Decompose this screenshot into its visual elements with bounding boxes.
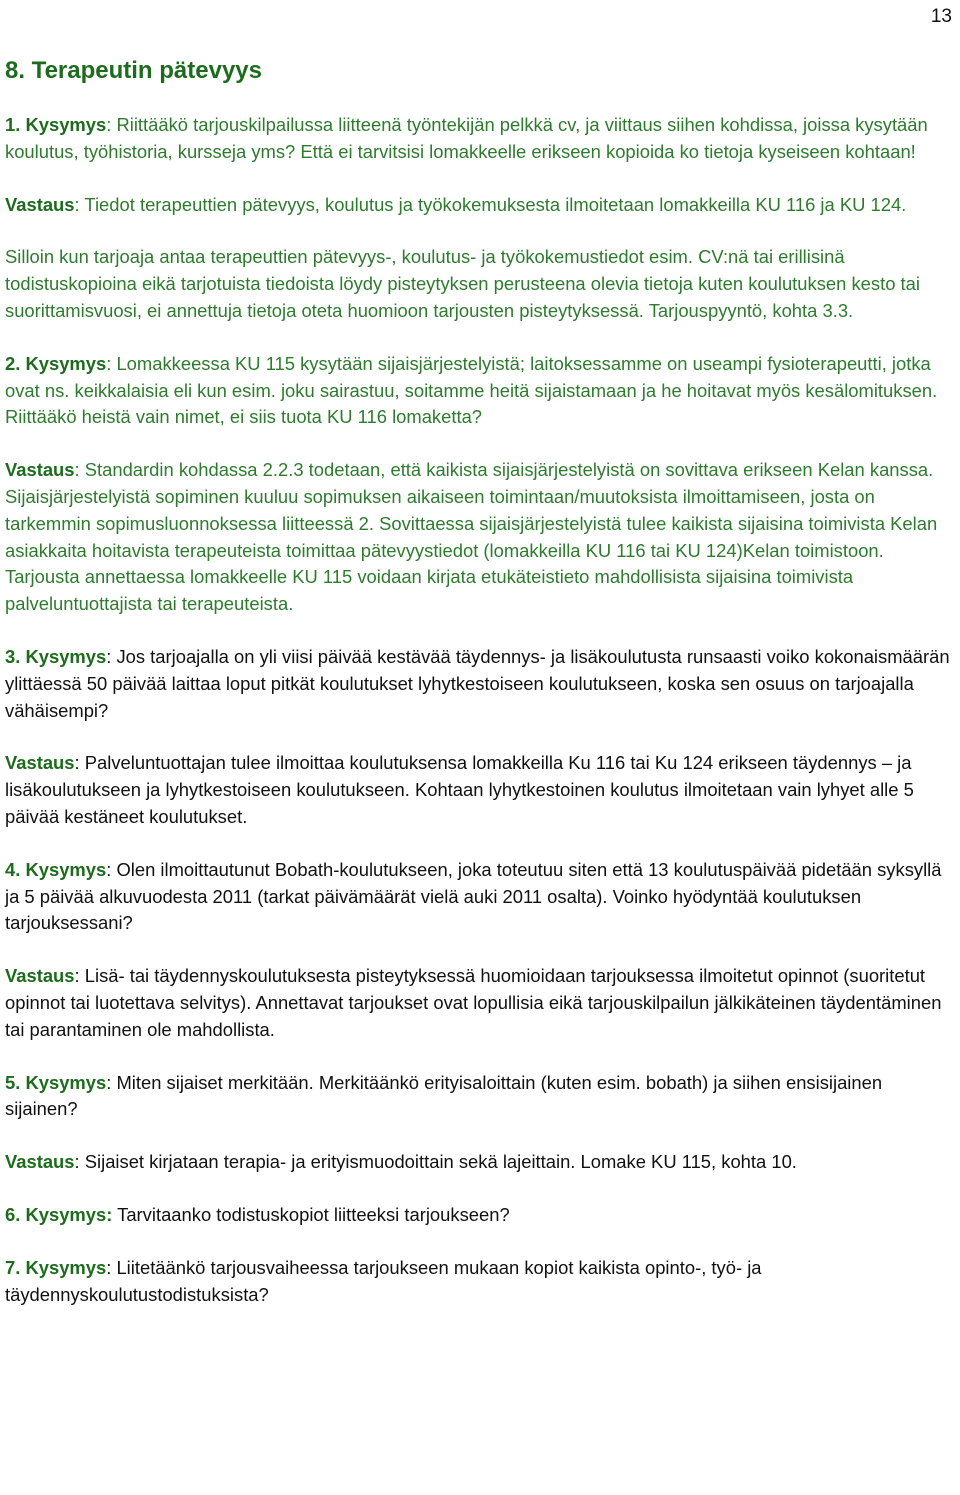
question-text: : Jos tarjoajalla on yli viisi päivää kestävää täydennys- ja lisäkoulutusta runsaasti voiko kokonaismäärän ylittäessä 50 päivää laittaa loput pitkät koulutukset lyhytkestoiseen koulutukseen, koska sen osuus on tarjoajalla vähäisempi? [5,645,950,721]
answer-3 [5,750,957,830]
answer-label: Vastaus [5,193,75,215]
question-6 [5,1202,957,1229]
answer-text: : Lisä- tai täydennyskoulutuksesta pisteytyksessä huomioidaan tarjouksessa ilmoitetut opinnot (suoritetut opinnot tai luotettava selvitys). Annettavat tarjoukset ovat lopullisia eikä tarjouskilpailun jälkikäteinen täydentäminen tai parantaminen ole mahdollista. [5,965,942,1040]
answer-text: : Palveluntuottajan tulee ilmoittaa koulutuksensa lomakkeilla Ku 116 tai Ku 124 erikseen täydennys – ja lisäkoulutukseen ja lyhytkestoiseen koulutukseen. Kohtaan lyhytkestoinen koulutus ilmoitetaan vain lyhyet alle 5 päivää kestäneet koulutukset. [5,752,914,827]
answer-2 [5,457,957,618]
answer-1-continued [5,244,957,324]
question-label: Kysymys: [25,1203,113,1225]
document-body [5,56,957,1334]
page-number: 13 [930,6,952,27]
answer-1 [5,192,957,219]
question-label: Kysymys [25,858,107,880]
answer-4 [5,963,957,1043]
answer-text: : Sijaiset kirjataan terapia- ja erityismuodoittain sekä lajeittain. Lomake KU 115, kohta 10. [74,1151,797,1173]
answer-text: : Tiedot terapeuttien pätevyys, koulutus ja työkokemuksesta ilmoitetaan lomakkeilla KU 116 ja KU 124. [74,193,907,215]
question-label: Kysymys [25,1256,107,1278]
answer-label: Vastaus [5,459,75,481]
answer-label: Vastaus [5,752,75,774]
question-text: : Lomakkeessa KU 115 kysytään sijaisjärjestelyistä; laitoksessamme on useampi fysioterapeutti, jotka ovat ns. keikkalaisia eli kun esim. joku sairastuu, soitamme heitä sijaistamaan ja he hoitavat myös kesälomituksen. Riittääkö heistä vain nimet, ei siis tuota KU 116 lomaketta? [5,352,938,428]
answer-text: : Standardin kohdassa 2.2.3 todetaan, että kaikista sijaisjärjestelyistä on sovittava erikseen Kelan kanssa. Sijaisjärjestelyistä sopiminen kuuluu sopimuksen aikaiseen toimintaan/muutoksista ilmoittamiseen, josta on tarkemmin sopimusluonnoksessa liitteessä 2. Sovittaessa sijaisjärjestelyistä tulee kaikista sijaisina toimivista Kelan asiakkaita hoitavista terapeuteista toimittaa pätevyystiedot (lomakkeilla KU 116 tai KU 124)Kelan toimistoon. Tarjousta annettaessa lomakkeelle KU 115 voidaan kirjata etukäteistieto mahdollisista sijaisina toimivista palveluntuottajista tai terapeuteista. [5,459,938,615]
question-1 [5,112,957,166]
question-number: 7. [5,1256,26,1278]
question-number: 2. [5,352,26,374]
question-4 [5,857,957,937]
answer-label: Vastaus [5,965,75,987]
question-label: Kysymys [25,645,107,667]
answer-5 [5,1149,957,1176]
question-label: Kysymys [25,1071,107,1093]
question-number: 1. [5,114,26,135]
question-text: : Olen ilmoittautunut Bobath-koulutukseen, joka toteutuu siten että 13 koulutuspäivää pidetään syksyllä ja 5 päivää alkuvuodesta 2011 (tarkat päivämäärät vielä auki 2011 osalta). Voinko hyödyntää koulutuksen tarjouksessani? [5,858,942,934]
question-5 [5,1070,957,1124]
question-label: Kysymys [25,114,107,135]
question-number: 6. [5,1203,26,1225]
answer-text: Silloin kun tarjoaja antaa terapeuttien pätevyys-, koulutus- ja työkokemustiedot esim. CV:nä tai erillisinä todistuskopioina eikä tarjotuista tiedoista löydy pisteytyksen perusteena olevia tietoja kuten koulutuksen kesto tai suorittamisvuosi, ei annettuja tietoja oteta huomioon tarjousten pisteytyksessä. Tarjouspyyntö, kohta 3.3. [5,246,920,321]
question-7 [5,1255,957,1309]
question-number: 4. [5,858,26,880]
question-text: : Riittääkö tarjouskilpailussa liitteenä työntekijän pelkkä cv, ja viittaus siihen kohdissa, joissa kysytään koulutus, työhistoria, kursseja yms? Että ei tarvitsisi lomakkeelle erikseen kopioida ko tietoja kyseiseen kohtaan! [5,114,928,162]
question-text: : Liitetäänkö tarjousvaiheessa tarjoukseen mukaan kopiot kaikista opinto-, työ- ja täydennyskoulutustodistuksista? [5,1256,762,1305]
question-3 [5,644,957,724]
question-text: Tarvitaanko todistuskopiot liitteeksi tarjoukseen? [112,1203,510,1225]
section-heading: 8. Terapeutin pätevyys [5,57,262,84]
answer-label: Vastaus [5,1151,75,1173]
question-label: Kysymys [25,352,107,374]
question-text: : Miten sijaiset merkitään. Merkitäänkö erityisaloittain (kuten esim. bobath) ja siihen ensisijainen sijainen? [5,1071,883,1120]
question-number: 3. [5,645,26,667]
question-number: 5. [5,1071,26,1093]
question-2 [5,351,957,431]
